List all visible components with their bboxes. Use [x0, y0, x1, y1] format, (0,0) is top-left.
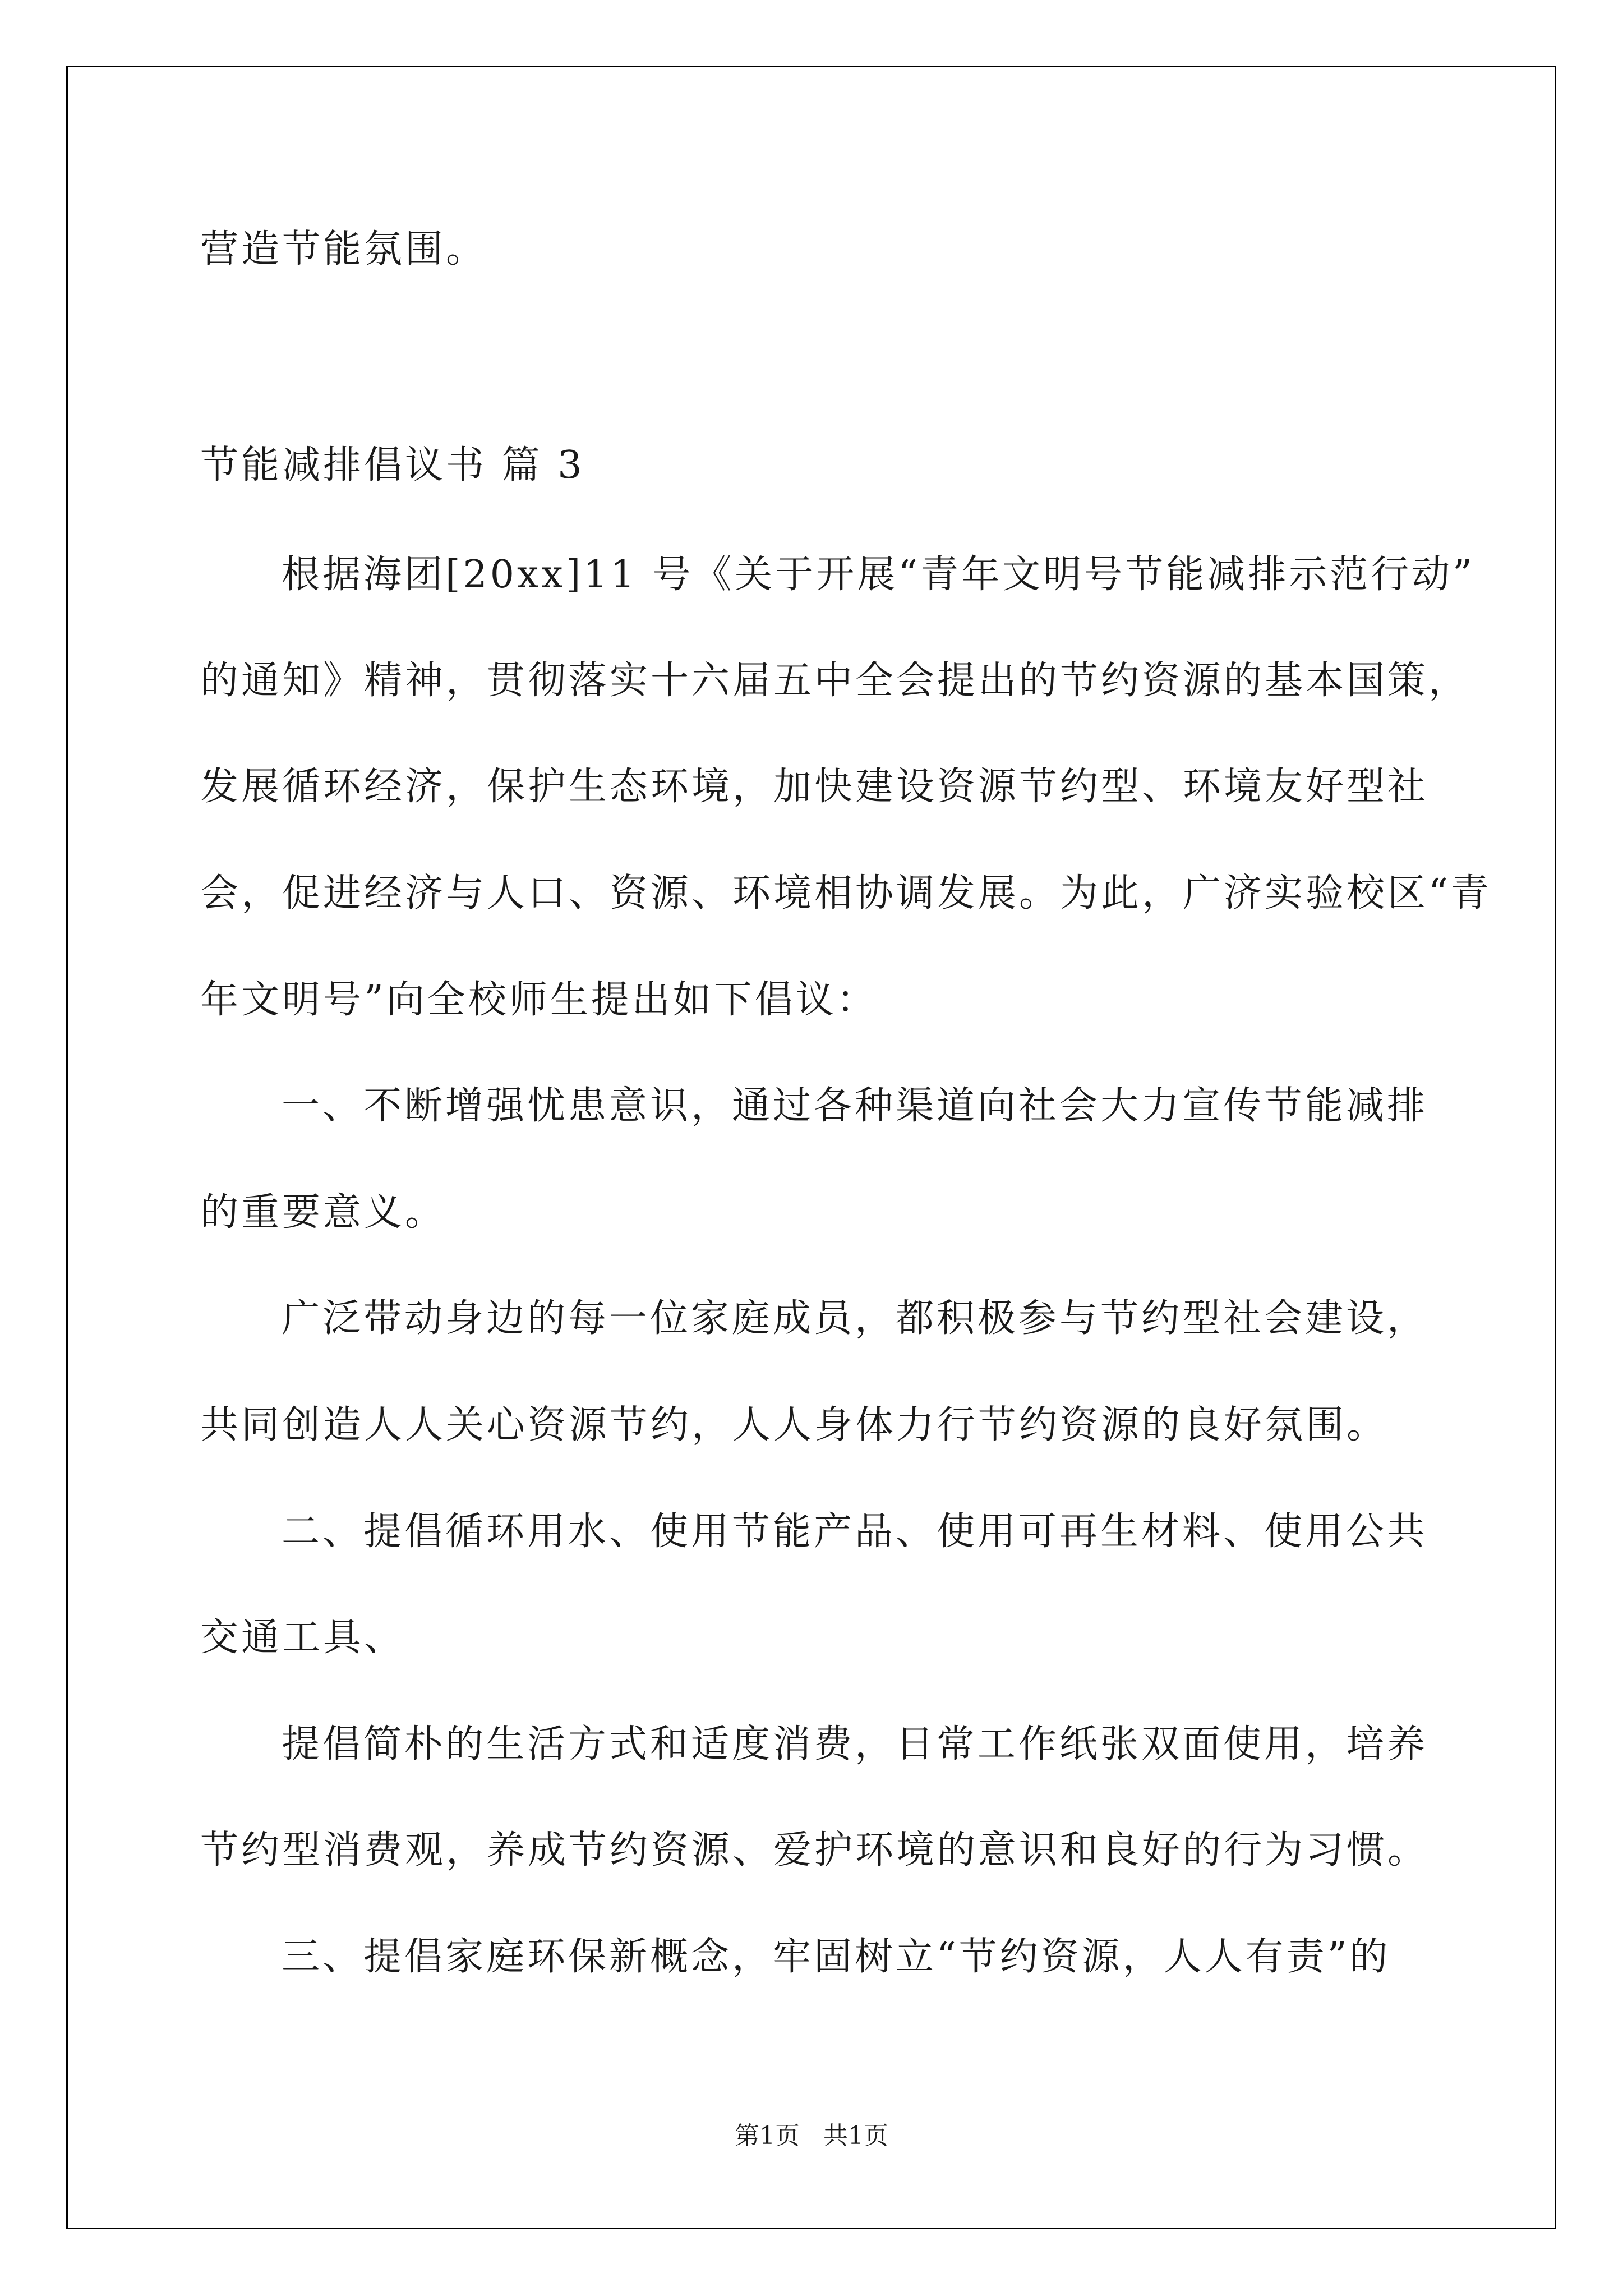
paragraph-line: 交通工具、	[200, 1616, 405, 1660]
paragraph-line: 发展循环经济，保护生态环境，加快建设资源节约型、环境友好型社	[200, 765, 1429, 809]
paragraph-line: 的通知》精神，贯彻落实十六届五中全会提出的节约资源的基本国策，	[200, 659, 1470, 703]
paragraph-line: 共同创造人人关心资源节约，人人身体力行节约资源的良好氛围。	[200, 1403, 1388, 1447]
paragraph-line: 二、提倡循环用水、使用节能产品、使用可再生材料、使用公共	[282, 1510, 1428, 1554]
paragraph-line: 的重要意义。	[200, 1190, 446, 1235]
paragraph-line: 广泛带动身边的每一位家庭成员，都积极参与节约型社会建设，	[282, 1296, 1428, 1341]
paragraph-line: 年文明号”向全校师生提出如下倡议：	[200, 978, 878, 1022]
page-border	[66, 66, 1556, 2229]
paragraph-line: 一、不断增强忧患意识，通过各种渠道向社会大力宣传节能减排	[282, 1084, 1428, 1128]
text-line: 营造节能氛围。	[200, 227, 487, 272]
page-footer: 第1页 共1页	[735, 2122, 888, 2150]
paragraph-line: 三、提倡家庭环保新概念，牢固树立“节约资源，人人有责”的	[282, 1935, 1391, 1979]
paragraph-line: 节约型消费观，养成节约资源、爱护环境的意识和良好的行为习惯。	[200, 1828, 1429, 1872]
paragraph-line: 根据海团[20xx]11 号《关于开展“青年文明号节能减排示范行动”	[282, 553, 1475, 597]
section-heading: 节能减排倡议书 篇 3	[200, 443, 585, 487]
paragraph-line: 会，促进经济与人口、资源、环境相协调发展。为此，广济实验校区“青	[200, 871, 1492, 915]
paragraph-line: 提倡简朴的生活方式和适度消费，日常工作纸张双面使用，培养	[282, 1722, 1428, 1766]
